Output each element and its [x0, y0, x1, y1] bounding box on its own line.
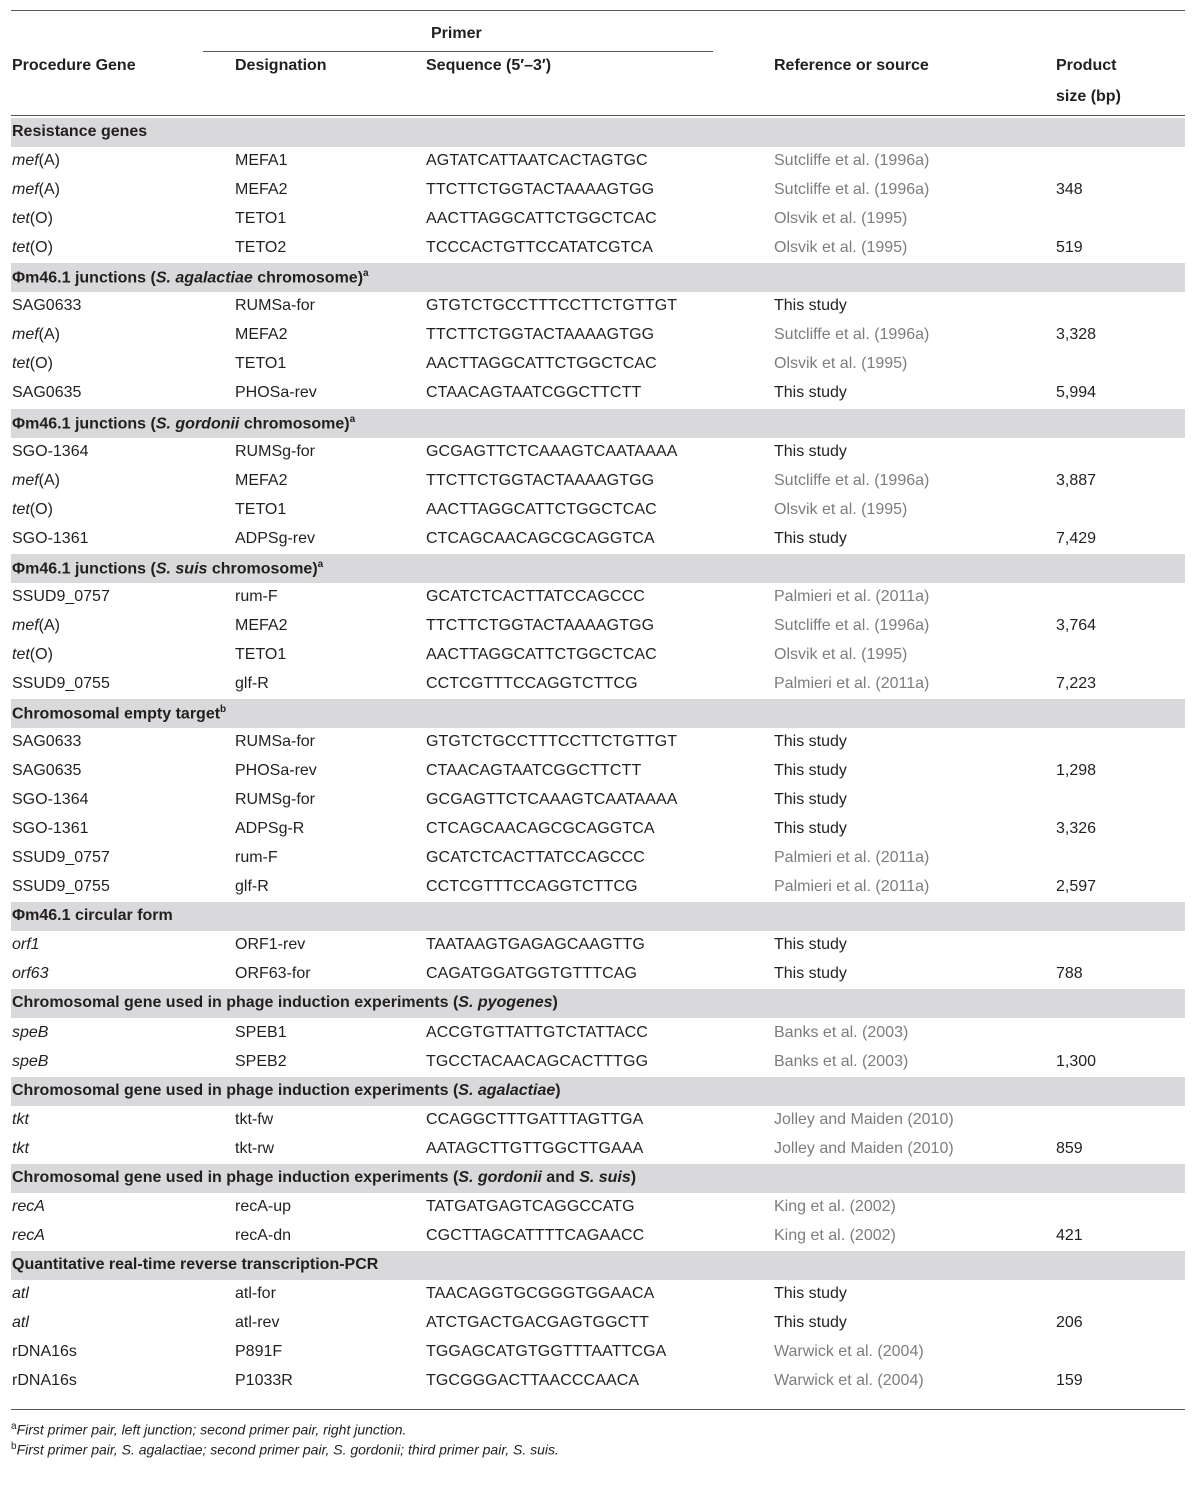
section-title: Φm46.1 junctions (S. gordonii chromosome)$^a$ [12, 414, 356, 433]
table-row [0, 583, 1200, 612]
table-row [0, 960, 1200, 989]
gene-cell: SGO-1361 [12, 530, 89, 547]
designation-cell: MEFA2 [235, 181, 288, 198]
header-designation: Designation [235, 57, 327, 74]
table-bottom-rule [11, 1409, 1185, 1410]
reference-cell: King et al. (2002) [774, 1227, 896, 1244]
gene-cell: orf1 [12, 936, 40, 953]
section-title: Φm46.1 junctions (S. agalactiae chromosome)$^a$ [12, 268, 369, 287]
footnote: $^a$First primer pair, left junction; second primer pair, right junction. [11, 1421, 407, 1438]
product-size-cell: 3,887 [1056, 472, 1097, 489]
sequence-cell: GCATCTCACTTATCCAGCCC [426, 588, 645, 605]
table-row [0, 1309, 1200, 1338]
table-row [0, 1280, 1200, 1309]
header-product-size-line2: size (bp) [1056, 88, 1121, 105]
reference-cell: This study [774, 936, 847, 953]
sequence-cell: AACTTAGGCATTCTGGCTCAC [426, 501, 657, 518]
footnote: $^b$First primer pair, S. agalactiae; second primer pair, S. gordonii; third primer pair, S. suis. [11, 1441, 559, 1458]
header-procedure-gene: Procedure Gene [12, 57, 136, 74]
designation-cell: TETO1 [235, 355, 287, 372]
section-title: Φm46.1 junctions (S. suis chromosome)$^a$ [12, 559, 324, 578]
gene-cell: mef(A) [12, 326, 60, 343]
sequence-cell: CAGATGGATGGTGTTTCAG [426, 965, 638, 982]
sequence-cell: AGTATCATTAATCACTAGTGC [426, 152, 648, 169]
header-sequence: Sequence (5′–3′) [426, 57, 552, 74]
table-row [0, 1019, 1200, 1048]
gene-cell: orf63 [12, 965, 49, 982]
reference-cell: Banks et al. (2003) [774, 1053, 909, 1070]
designation-cell: PHOSa-rev [235, 762, 317, 779]
sequence-cell: CGCTTAGCATTTTCAGAACC [426, 1227, 645, 1244]
table-row [0, 467, 1200, 496]
section-header [11, 263, 1185, 292]
sequence-cell: TATGATGAGTCAGGCCATG [426, 1198, 635, 1215]
footnote-mark: b [11, 1441, 17, 1452]
sequence-cell: AACTTAGGCATTCTGGCTCAC [426, 210, 657, 227]
section-header [11, 699, 1185, 728]
reference-cell: This study [774, 791, 847, 808]
sequence-cell: GTGTCTGCCTTTCCTTCTGTTGT [426, 733, 678, 750]
table-row [0, 379, 1200, 408]
gene-cell: speB [12, 1024, 49, 1041]
designation-cell: recA-dn [235, 1227, 292, 1244]
designation-cell: ORF63-for [235, 965, 311, 982]
gene-cell: tet(O) [12, 239, 53, 256]
product-size-cell: 1,300 [1056, 1053, 1097, 1070]
footnote-marker: a [363, 268, 369, 279]
designation-cell: P1033R [235, 1372, 293, 1389]
designation-cell: TETO1 [235, 501, 287, 518]
reference-cell: Sutcliffe et al. (1996a) [774, 152, 930, 169]
section-header [11, 118, 1185, 147]
gene-cell: SSUD9_0755 [12, 878, 110, 895]
reference-cell: This study [774, 443, 847, 460]
sequence-cell: TGCCTACAACAGCACTTTGG [426, 1053, 649, 1070]
section-header [11, 409, 1185, 438]
product-size-cell: 348 [1056, 181, 1083, 198]
reference-cell: This study [774, 1285, 847, 1302]
designation-cell: MEFA2 [235, 472, 288, 489]
reference-cell: Jolley and Maiden (2010) [774, 1111, 954, 1128]
product-size-cell: 788 [1056, 965, 1083, 982]
table-row [0, 1106, 1200, 1135]
section-header [11, 1164, 1185, 1193]
sequence-cell: ATCTGACTGACGAGTGGCTT [426, 1314, 650, 1331]
footnote-marker: a [349, 414, 356, 425]
reference-cell: Sutcliffe et al. (1996a) [774, 617, 930, 634]
sequence-cell: CCTCGTTTCCAGGTCTTCG [426, 675, 638, 692]
table-row [0, 1193, 1200, 1222]
reference-cell: Olsvik et al. (1995) [774, 501, 908, 518]
gene-cell: recA [12, 1227, 45, 1244]
product-size-cell: 2,597 [1056, 878, 1097, 895]
sequence-cell: GCGAGTTCTCAAAGTCAATAAAA [426, 443, 678, 460]
reference-cell: Palmieri et al. (2011a) [774, 878, 930, 895]
designation-cell: SPEB2 [235, 1053, 287, 1070]
sequence-cell: AACTTAGGCATTCTGGCTCAC [426, 646, 657, 663]
footnote-marker: b [220, 704, 227, 715]
designation-cell: glf-R [235, 675, 269, 692]
reference-cell: This study [774, 820, 847, 837]
gene-cell: tet(O) [12, 210, 53, 227]
gene-cell: atl [12, 1314, 29, 1331]
designation-cell: P891F [235, 1343, 283, 1360]
table-row [0, 525, 1200, 554]
sequence-cell: TAATAAGTGAGAGCAAGTTG [426, 936, 645, 953]
sequence-cell: CTAACAGTAATCGGCTTCTT [426, 384, 642, 401]
gene-cell: atl [12, 1285, 29, 1302]
reference-cell: This study [774, 1314, 847, 1331]
footnote-mark: a [11, 1421, 17, 1432]
gene-cell: speB [12, 1053, 49, 1070]
gene-cell: SSUD9_0757 [12, 849, 110, 866]
designation-cell: TETO1 [235, 646, 287, 663]
designation-cell: atl-rev [235, 1314, 280, 1331]
section-header [11, 1251, 1185, 1280]
gene-cell: rDNA16s [12, 1372, 77, 1389]
section-header [11, 989, 1185, 1018]
sequence-cell: CTCAGCAACAGCGCAGGTCA [426, 820, 655, 837]
reference-cell: King et al. (2002) [774, 1198, 896, 1215]
table-row [0, 786, 1200, 815]
gene-cell: SAG0635 [12, 762, 82, 779]
sequence-cell: TTCTTCTGGTACTAAAAGTGG [426, 326, 655, 343]
table-row [0, 496, 1200, 525]
gene-cell: tet(O) [12, 355, 53, 372]
table-row [0, 1367, 1200, 1396]
table-row [0, 438, 1200, 467]
sequence-cell: CCAGGCTTTGATTTAGTTGA [426, 1111, 644, 1128]
designation-cell: MEFA2 [235, 617, 288, 634]
table-row [0, 234, 1200, 263]
section-title: Chromosomal gene used in phage induction experiments (S. agalactiae) [12, 1082, 561, 1099]
sequence-cell: GTGTCTGCCTTTCCTTCTGTTGT [426, 297, 678, 314]
sequence-cell: TCCCACTGTTCCATATCGTCA [426, 239, 653, 256]
table-top-rule [11, 10, 1185, 11]
table-row [0, 350, 1200, 379]
product-size-cell: 7,223 [1056, 675, 1097, 692]
sequence-cell: TTCTTCTGGTACTAAAAGTGG [426, 617, 655, 634]
table-row [0, 1048, 1200, 1077]
gene-cell: rDNA16s [12, 1343, 77, 1360]
reference-cell: Jolley and Maiden (2010) [774, 1140, 954, 1157]
gene-cell: mef(A) [12, 617, 60, 634]
product-size-cell: 3,326 [1056, 820, 1097, 837]
sequence-cell: GCGAGTTCTCAAAGTCAATAAAA [426, 791, 678, 808]
table-row [0, 728, 1200, 757]
table-row [0, 1222, 1200, 1251]
gene-cell: tkt [12, 1140, 29, 1157]
gene-cell: SAG0633 [12, 733, 82, 750]
table-row [0, 147, 1200, 176]
designation-cell: tkt-rw [235, 1140, 275, 1157]
section-header [11, 1077, 1185, 1106]
product-size-cell: 7,429 [1056, 530, 1097, 547]
table-row [0, 205, 1200, 234]
reference-cell: Warwick et al. (2004) [774, 1372, 924, 1389]
designation-cell: SPEB1 [235, 1024, 287, 1041]
table-row [0, 1338, 1200, 1367]
gene-cell: mef(A) [12, 472, 60, 489]
product-size-cell: 206 [1056, 1314, 1083, 1331]
gene-cell: tet(O) [12, 646, 53, 663]
reference-cell: Warwick et al. (2004) [774, 1343, 924, 1360]
table-row [0, 612, 1200, 641]
table-row [0, 321, 1200, 350]
reference-cell: This study [774, 297, 847, 314]
table-row [0, 176, 1200, 205]
reference-cell: Sutcliffe et al. (1996a) [774, 181, 930, 198]
sequence-cell: AACTTAGGCATTCTGGCTCAC [426, 355, 657, 372]
designation-cell: ADPSg-R [235, 820, 305, 837]
designation-cell: atl-for [235, 1285, 276, 1302]
designation-cell: ORF1-rev [235, 936, 306, 953]
section-title: Quantitative real-time reverse transcription-PCR [12, 1256, 379, 1273]
reference-cell: This study [774, 965, 847, 982]
reference-cell: This study [774, 733, 847, 750]
gene-cell: tet(O) [12, 501, 53, 518]
footnote-marker: a [317, 559, 324, 570]
designation-cell: tkt-fw [235, 1111, 274, 1128]
reference-cell: Palmieri et al. (2011a) [774, 675, 930, 692]
section-header [11, 902, 1185, 931]
sequence-cell: TAACAGGTGCGGGTGGAACA [426, 1285, 655, 1302]
gene-cell: tkt [12, 1111, 29, 1128]
product-size-cell: 519 [1056, 239, 1083, 256]
sequence-cell: TGCGGGACTTAACCCAACA [426, 1372, 640, 1389]
table-row [0, 1135, 1200, 1164]
designation-cell: recA-up [235, 1198, 292, 1215]
product-size-cell: 3,764 [1056, 617, 1097, 634]
designation-cell: ADPSg-rev [235, 530, 316, 547]
sequence-cell: AATAGCTTGTTGGCTTGAAA [426, 1140, 644, 1157]
gene-cell: SGO-1364 [12, 791, 89, 808]
product-size-cell: 5,994 [1056, 384, 1097, 401]
table-row [0, 873, 1200, 902]
section-title: Resistance genes [12, 123, 148, 140]
section-title: Chromosomal gene used in phage induction experiments (S. gordonii and S. suis) [12, 1169, 637, 1186]
primer-group-rule [203, 51, 713, 52]
reference-cell: Olsvik et al. (1995) [774, 210, 908, 227]
product-size-cell: 159 [1056, 1372, 1083, 1389]
gene-cell: SSUD9_0757 [12, 588, 110, 605]
designation-cell: TETO1 [235, 210, 287, 227]
designation-cell: MEFA1 [235, 152, 288, 169]
table-row [0, 292, 1200, 321]
gene-cell: mef(A) [12, 152, 60, 169]
header-bottom-rule [11, 115, 1185, 116]
table-row [0, 670, 1200, 699]
designation-cell: RUMSg-for [235, 791, 316, 808]
reference-cell: Olsvik et al. (1995) [774, 646, 908, 663]
product-size-cell: 3,328 [1056, 326, 1097, 343]
reference-cell: Olsvik et al. (1995) [774, 239, 908, 256]
table-row [0, 641, 1200, 670]
primer-group-header: Primer [431, 25, 482, 42]
gene-cell: recA [12, 1198, 45, 1215]
reference-cell: Palmieri et al. (2011a) [774, 588, 930, 605]
sequence-cell: ACCGTGTTATTGTCTATTACC [426, 1024, 648, 1041]
sequence-cell: TTCTTCTGGTACTAAAAGTGG [426, 472, 655, 489]
sequence-cell: TTCTTCTGGTACTAAAAGTGG [426, 181, 655, 198]
sequence-cell: CTAACAGTAATCGGCTTCTT [426, 762, 642, 779]
gene-cell: SSUD9_0755 [12, 675, 110, 692]
table-row [0, 931, 1200, 960]
reference-cell: Sutcliffe et al. (1996a) [774, 326, 930, 343]
section-title: Chromosomal gene used in phage induction experiments (S. pyogenes) [12, 994, 558, 1011]
designation-cell: rum-F [235, 849, 278, 866]
table-row [0, 844, 1200, 873]
product-size-cell: 1,298 [1056, 762, 1097, 779]
designation-cell: RUMSa-for [235, 733, 316, 750]
designation-cell: MEFA2 [235, 326, 288, 343]
designation-cell: rum-F [235, 588, 278, 605]
reference-cell: Palmieri et al. (2011a) [774, 849, 930, 866]
designation-cell: RUMSa-for [235, 297, 316, 314]
designation-cell: glf-R [235, 878, 269, 895]
table-row [0, 757, 1200, 786]
sequence-cell: TGGAGCATGTGGTTTAATTCGA [426, 1343, 667, 1360]
reference-cell: Banks et al. (2003) [774, 1024, 909, 1041]
designation-cell: TETO2 [235, 239, 287, 256]
product-size-cell: 421 [1056, 1227, 1083, 1244]
header-product-size-line1: Product [1056, 57, 1117, 74]
header-reference: Reference or source [774, 57, 929, 74]
designation-cell: RUMSg-for [235, 443, 316, 460]
gene-cell: SGO-1361 [12, 820, 89, 837]
gene-cell: SAG0635 [12, 384, 82, 401]
reference-cell: Sutcliffe et al. (1996a) [774, 472, 930, 489]
section-title: Chromosomal empty target$^b$ [12, 704, 227, 723]
product-size-cell: 859 [1056, 1140, 1083, 1157]
sequence-cell: CCTCGTTTCCAGGTCTTCG [426, 878, 638, 895]
sequence-cell: CTCAGCAACAGCGCAGGTCA [426, 530, 655, 547]
gene-cell: SGO-1364 [12, 443, 89, 460]
table-row [0, 815, 1200, 844]
gene-cell: mef(A) [12, 181, 60, 198]
section-header [11, 554, 1185, 583]
reference-cell: Olsvik et al. (1995) [774, 355, 908, 372]
designation-cell: PHOSa-rev [235, 384, 317, 401]
sequence-cell: GCATCTCACTTATCCAGCCC [426, 849, 645, 866]
reference-cell: This study [774, 530, 847, 547]
gene-cell: SAG0633 [12, 297, 82, 314]
reference-cell: This study [774, 384, 847, 401]
reference-cell: This study [774, 762, 847, 779]
section-title: Φm46.1 circular form [12, 907, 173, 924]
